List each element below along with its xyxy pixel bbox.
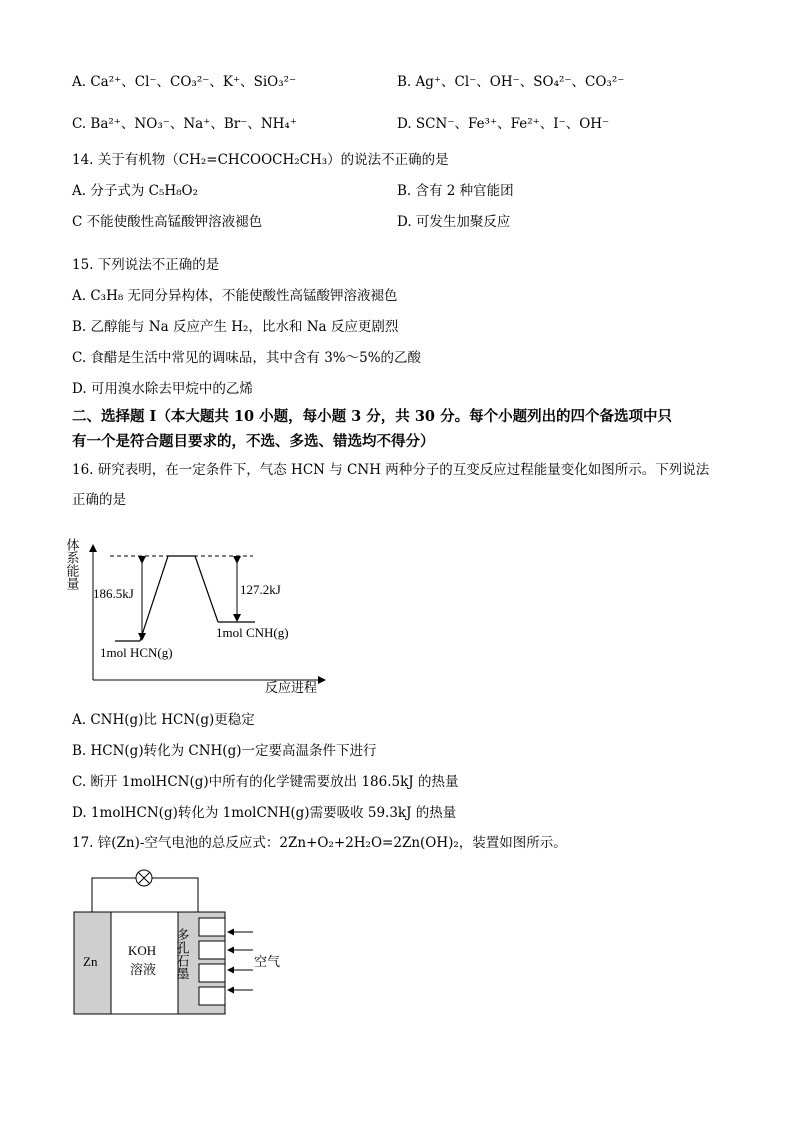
y-axis-label: 体系能量 [64, 538, 80, 590]
q14-option-b: B. 含有 2 种官能团 [397, 183, 514, 199]
battery-diagram [68, 866, 298, 1018]
q13-option-a: A. Ca²⁺、Cl⁻、CO₃²⁻、K⁺、SiO₃²⁻ [72, 74, 297, 90]
q16-option-a: A. CNH(g)比 HCN(g)更稳定 [72, 712, 255, 728]
section-heading-line2: 有一个是符合题目要求的，不选、多选、错选均不得分） [72, 433, 435, 450]
pore [199, 987, 225, 1005]
q13-option-b: B. Ag⁺、Cl⁻、OH⁻、SO₄²⁻、CO₃²⁻ [397, 74, 625, 90]
zn-label: Zn [83, 954, 98, 969]
koh-label: KOH [128, 943, 157, 958]
graphite-label: 多孔石墨 [174, 928, 190, 980]
q16-stem-line1: 16. 研究表明，在一定条件下，气态 HCN 与 CNH 两种分子的互变反应过程能量变化如图所示。下列说法 [72, 462, 710, 478]
q16-option-d: D. 1molHCN(g)转化为 1molCNH(g)需要吸收 59.3kJ 的热量 [72, 805, 457, 821]
q16-stem-line2: 正确的是 [72, 492, 126, 508]
q15-option-a: A. C₃H₈ 无同分异构体，不能使酸性高锰酸钾溶液褪色 [72, 288, 398, 304]
q15-option-d: D. 可用溴水除去甲烷中的乙烯 [72, 381, 253, 397]
bulb-icon [136, 870, 152, 886]
q14-option-a: A. 分子式为 C₅H₈O₂ [72, 183, 199, 199]
q13-option-c: C. Ba²⁺、NO₃⁻、Na⁺、Br⁻、NH₄⁺ [72, 116, 297, 132]
q15-option-c: C. 食醋是生活中常见的调味品，其中含有 3%～5%的乙酸 [72, 350, 422, 366]
external-wire [92, 878, 136, 912]
q14-option-d: D. 可发生加聚反应 [397, 214, 511, 230]
solution-label: 溶液 [130, 962, 157, 977]
q16-option-c: C. 断开 1molHCN(g)中所有的化学键需要放出 186.5kJ 的热量 [72, 774, 459, 790]
pore [199, 918, 225, 936]
q13-option-d: D. SCN⁻、Fe³⁺、Fe²⁺、I⁻、OH⁻ [397, 116, 610, 132]
section-heading-line1: 二、选择题 I（本大题共 10 小题，每小题 3 分，共 30 分。每个小题列出的四个备选项中只 [72, 408, 673, 425]
q14-stem: 14. 关于有机物（CH₂=CHCOOCH₂CH₃）的说法不正确的是 [72, 152, 449, 168]
q16-option-b: B. HCN(g)转化为 CNH(g)一定要高温条件下进行 [72, 743, 377, 759]
right-energy-label: 127.2kJ [240, 582, 281, 597]
x-axis-label: 反应进程 [265, 680, 318, 695]
pore [199, 964, 225, 982]
q17-stem: 17. 锌(Zn)-空气电池的总反应式：2Zn+O₂+2H₂O=2Zn(OH)₂，装置如图所示。 [72, 835, 567, 851]
external-wire-right [152, 878, 198, 912]
q14-option-c: C 不能使酸性高锰酸钾溶液褪色 [72, 214, 263, 230]
air-label: 空气 [254, 954, 281, 969]
pore [199, 941, 225, 959]
energy-diagram [60, 518, 350, 700]
q15-option-b: B. 乙醇能与 Na 反应产生 H₂，比水和 Na 反应更剧烈 [72, 319, 399, 335]
q15-stem: 15. 下列说法不正确的是 [72, 257, 220, 273]
reaction-path [140, 556, 218, 641]
left-energy-label: 186.5kJ [93, 586, 134, 601]
hcn-label: 1mol HCN(g) [100, 645, 173, 660]
cnh-label: 1mol CNH(g) [216, 625, 289, 640]
